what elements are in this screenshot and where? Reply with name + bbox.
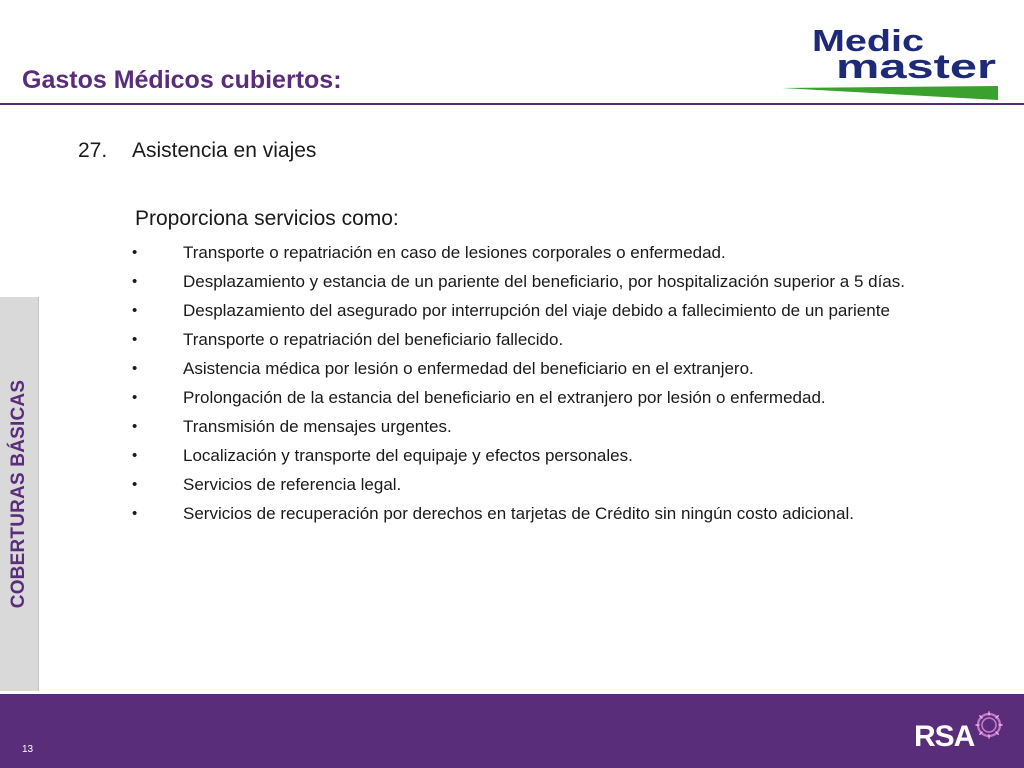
rsa-emblem-icon [974,710,1004,740]
title-divider [0,103,1024,105]
list-item-text: Asistencia médica por lesión o enfermedad del beneficiario en el extranjero. [183,359,754,378]
list-item [78,383,988,412]
list-item-text: Transmisión de mensajes urgentes. [183,417,452,436]
footer-bar [0,694,1024,768]
list-item [78,441,988,470]
services-list [78,238,988,528]
list-item-text: Desplazamiento y estancia de un pariente del beneficiario, por hospitalización superior a 5 días. [183,272,905,291]
list-item-text: Localización y transporte del equipaje y efectos personales. [183,446,633,465]
section-number: 27. [78,139,108,162]
list-item [78,354,988,383]
bullet-icon: • [132,244,138,261]
slide-content [78,136,988,528]
bullet-icon: • [132,360,138,377]
list-item [78,499,988,528]
list-item-text: Desplazamiento del asegurado por interrupción del viaje debido a fallecimiento de un pariente [183,301,890,320]
bullet-icon: • [132,505,138,522]
logo-line-medic: Medic [812,23,924,58]
logo-swoosh [782,86,998,100]
intro-text: Proporciona servicios como: [135,207,399,230]
bullet-icon: • [132,418,138,435]
bullet-icon: • [132,302,138,319]
slide-title: Gastos Médicos cubiertos: [22,66,342,94]
list-item-text: Transporte o repatriación en caso de lesiones corporales o enfermedad. [183,243,726,262]
list-item [78,238,988,267]
list-item [78,296,988,325]
section-heading [78,136,988,166]
list-item [78,267,988,296]
rsa-logo-text: RSA [914,720,975,753]
side-tab-label: COBERTURAS BÁSICAS [8,379,29,609]
list-item [78,412,988,441]
list-item [78,325,988,354]
side-tab [0,297,39,691]
list-item-text: Servicios de referencia legal. [183,475,402,494]
bullet-icon: • [132,331,138,348]
list-item [78,470,988,499]
medicmaster-logo [780,22,1002,102]
logo-line-master: master [836,48,996,86]
bullet-icon: • [132,389,138,406]
list-item-text: Servicios de recuperación por derechos en tarjetas de Crédito sin ningún costo adicional. [183,504,854,523]
page-number: 13 [22,744,34,755]
list-item-text: Prolongación de la estancia del beneficiario en el extranjero por lesión o enfermedad. [183,388,826,407]
list-item-text: Transporte o repatriación del beneficiario fallecido. [183,330,564,349]
section-heading-text: Asistencia en viajes [132,139,317,162]
bullet-icon: • [132,447,138,464]
rsa-logo [912,708,1004,754]
bullet-icon: • [132,273,138,290]
bullet-icon: • [132,476,138,493]
